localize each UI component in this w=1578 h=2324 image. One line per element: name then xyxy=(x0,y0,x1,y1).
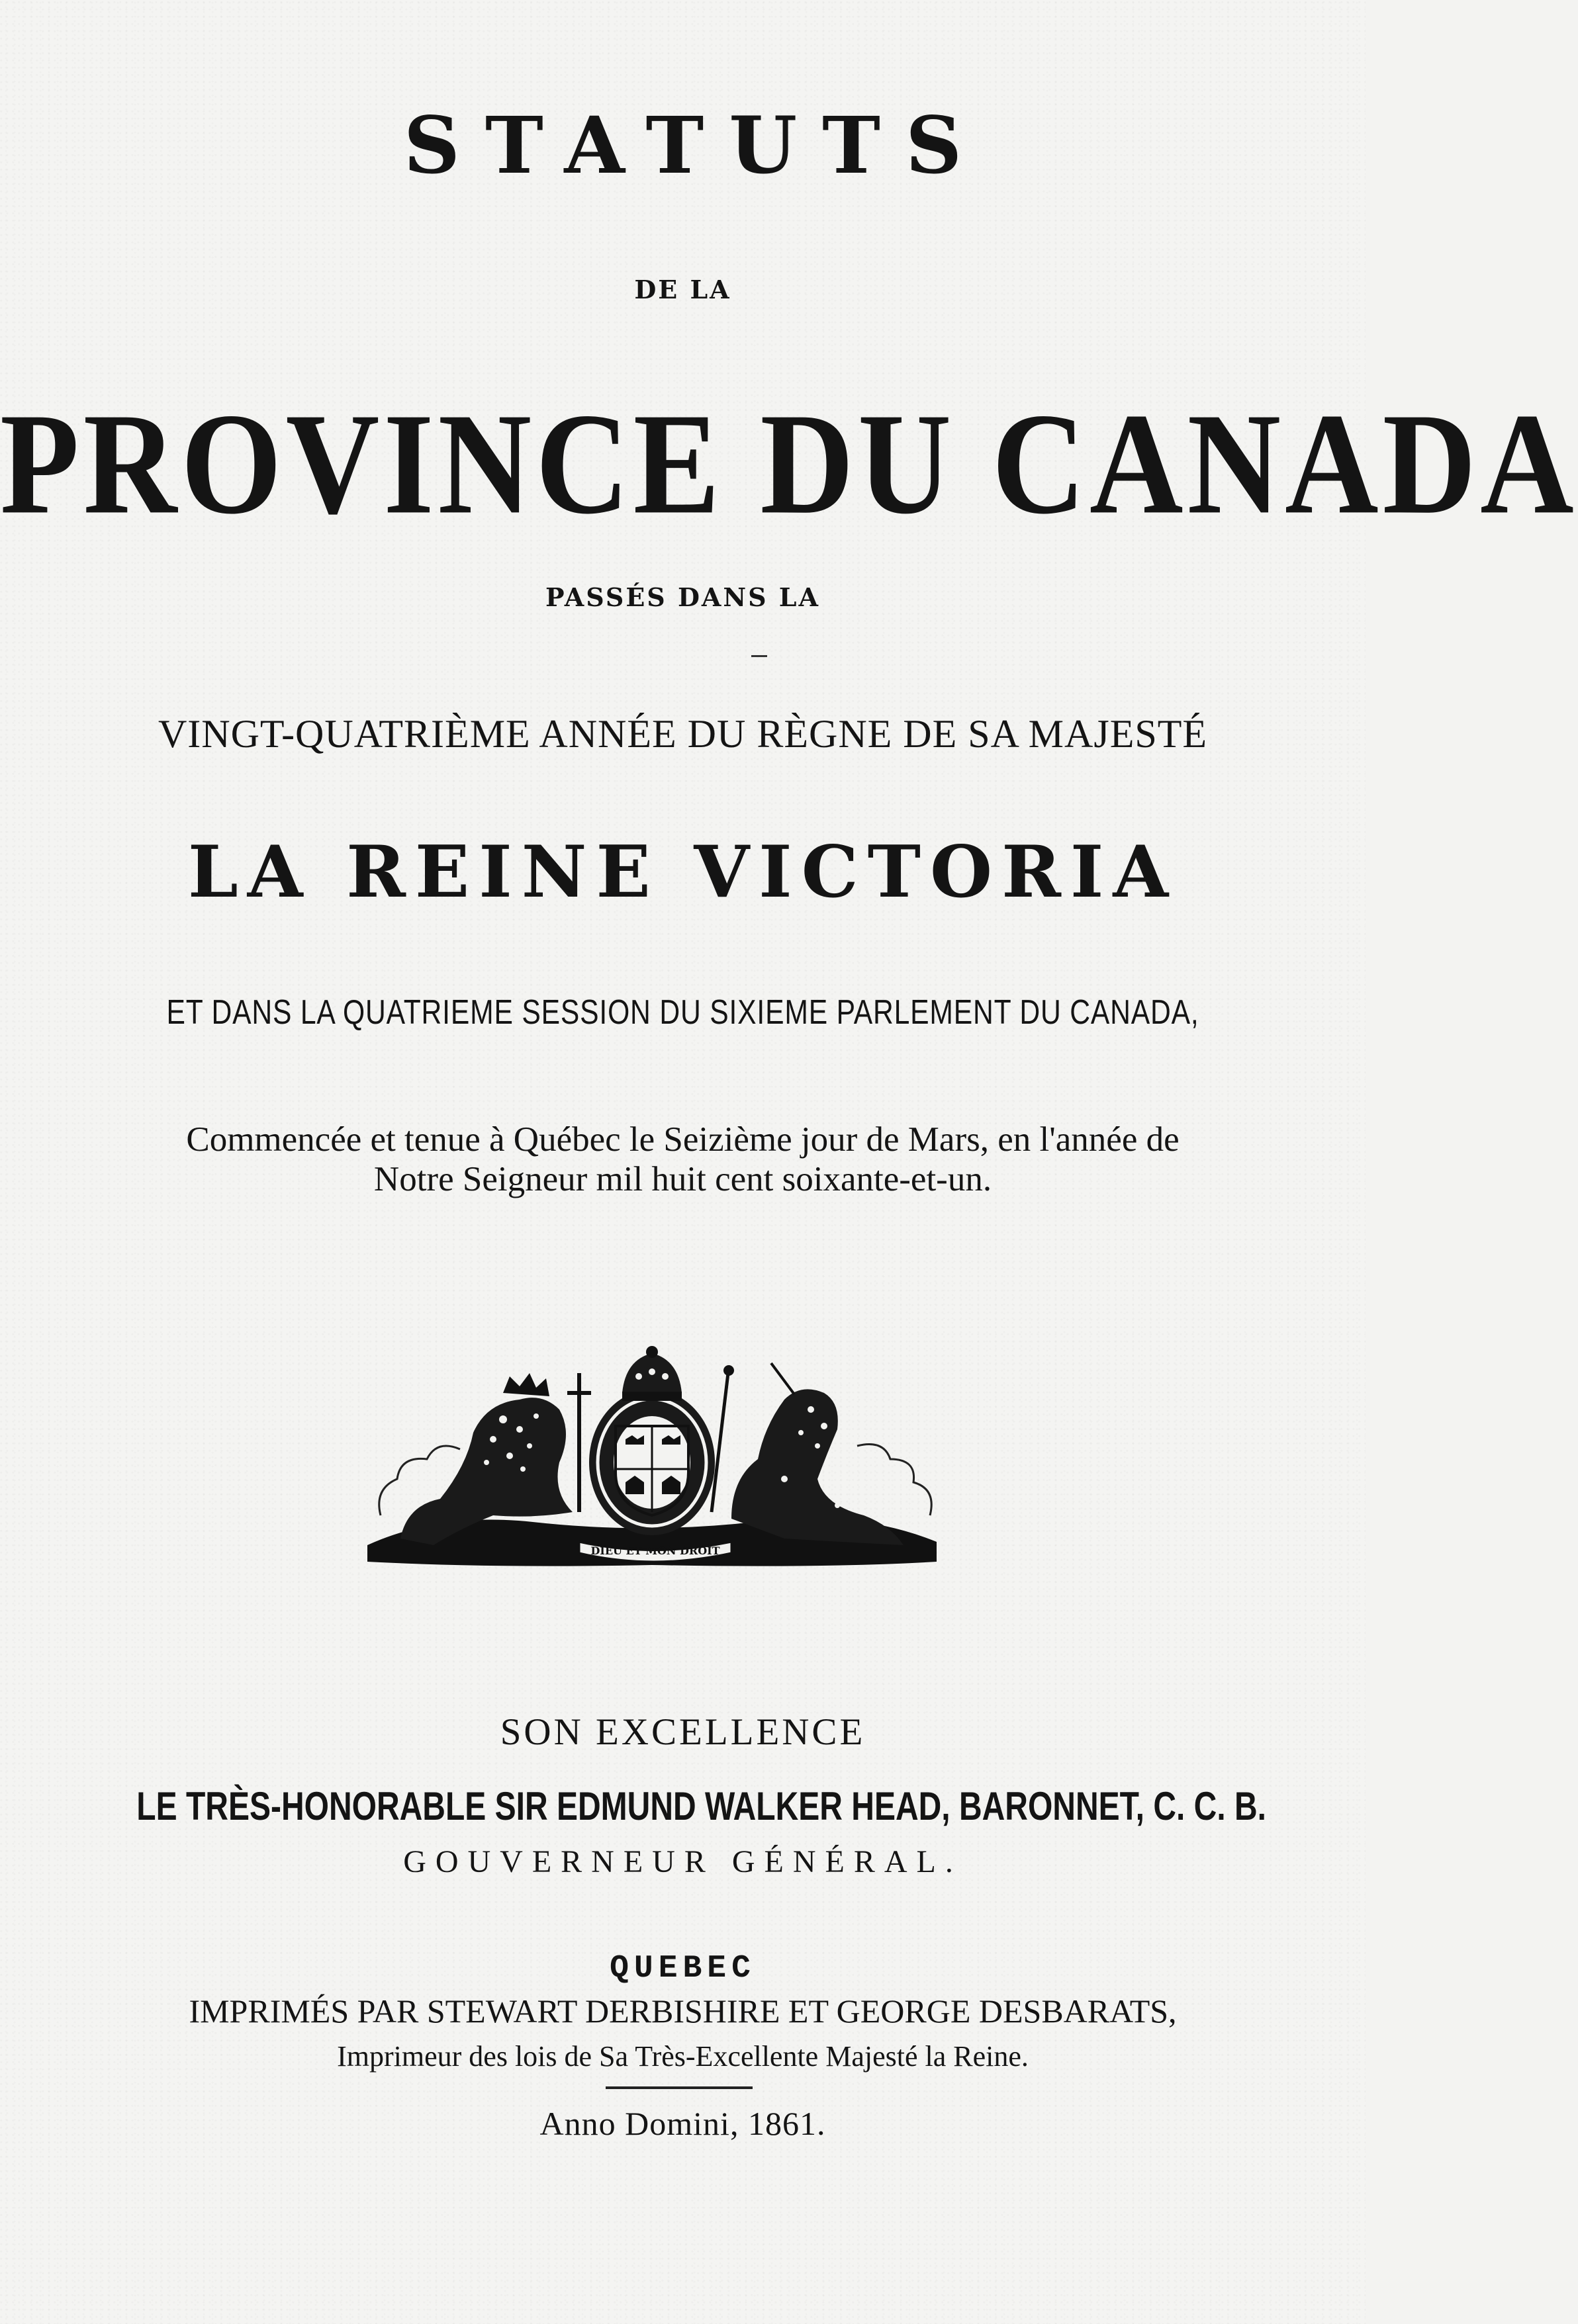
title-statuts: STATUTS xyxy=(403,99,988,191)
imprint-rule xyxy=(606,2086,753,2089)
title-de-la: DE LA xyxy=(634,275,731,304)
title-passes: PASSÉS DANS LA xyxy=(545,582,821,612)
governor-office: GOUVERNEUR GÉNÉRAL. xyxy=(403,1844,962,1879)
session-date-line-1: Commencée et tenue à Québec le Seizième jour de Mars, en l'année de xyxy=(186,1120,1180,1159)
title-regnal-year: VINGT-QUATRIÈME ANNÉE DU RÈGNE DE SA MAJESTÉ xyxy=(158,712,1208,756)
title-province: PROVINCE DU CANADA xyxy=(0,383,1578,545)
session-date-line-2: Notre Seigneur mil huit cent soixante-et-un. xyxy=(373,1160,992,1198)
title-session: ET DANS LA QUATRIEME SESSION DU SIXIEME PARLEMENT DU CANADA, xyxy=(166,993,1199,1032)
imprint-printer-role: Imprimeur des lois de Sa Très-Excellente Majesté la Reine. xyxy=(337,2040,1029,2073)
motto-text: DIEU ET MON DROIT xyxy=(590,1544,720,1557)
son-excellence: SON EXCELLENCE xyxy=(500,1711,866,1753)
title-reine: LA REINE VICTORIA xyxy=(187,830,1178,914)
imprint-year: Anno Domini, 1861. xyxy=(539,2105,826,2142)
small-dash-divider xyxy=(751,655,767,657)
royal-coat-of-arms-icon xyxy=(361,1347,943,1572)
governor-name: LE TRÈS-HONORABLE SIR EDMUND WALKER HEAD, BARONNET, C. C. B. xyxy=(136,1784,1266,1828)
imprint-city: QUEBEC xyxy=(610,1951,756,1987)
imprint-printers: IMPRIMÉS PAR STEWART DERBISHIRE ET GEORGE DESBARATS, xyxy=(189,1992,1177,2030)
